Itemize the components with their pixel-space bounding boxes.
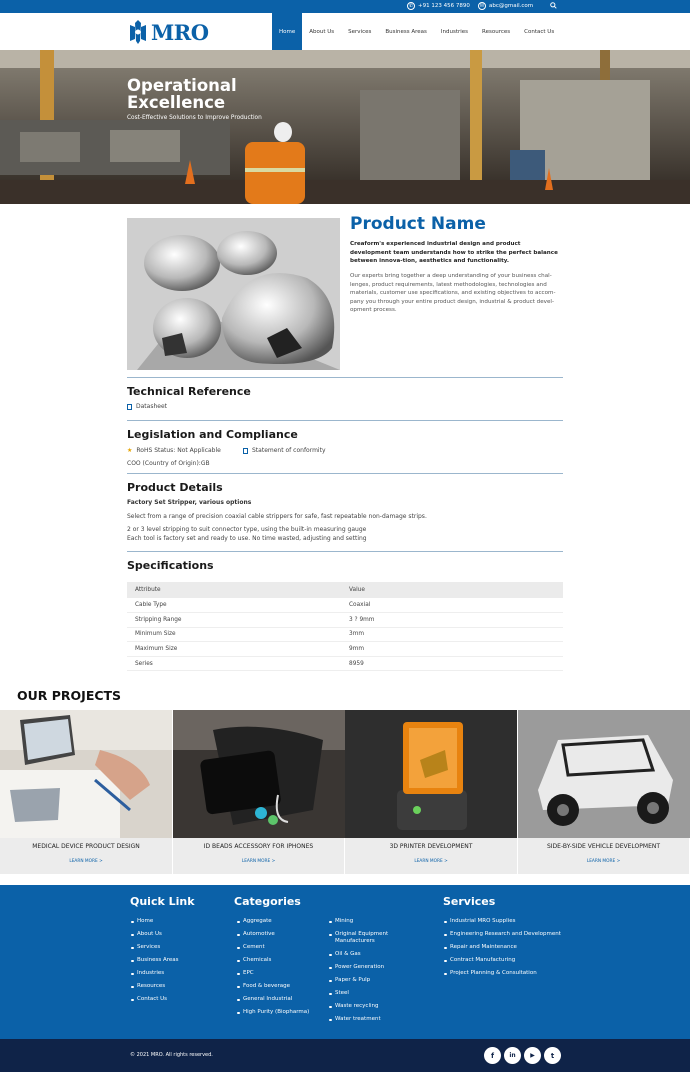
footer-link-industries[interactable]: Industries [130, 970, 179, 977]
datasheet-link[interactable] [127, 403, 167, 410]
table-row [127, 627, 563, 642]
hero-title: Operational Excellence [127, 76, 237, 112]
email-address: abc@gmail.com [489, 3, 534, 9]
datasheet-label: Datasheet [136, 403, 167, 410]
project-card[interactable] [518, 710, 690, 874]
category-link[interactable]: Power Generation [328, 964, 408, 971]
project-card[interactable] [173, 710, 346, 874]
nav-about-us[interactable]: About Us [309, 28, 335, 35]
product-name: Product Name [350, 214, 486, 234]
table-row [127, 613, 563, 628]
table-header-row [127, 582, 563, 598]
details-line-1: Select from a range of precision coaxial cable strippers for safe, fast repeatable non-damage strips. [127, 513, 427, 520]
column-header: Value [349, 582, 563, 598]
service-link[interactable]: Repair and Maintenance [443, 944, 583, 951]
category-link[interactable]: Oil & Gas [328, 951, 408, 958]
table-cell: 9mm [349, 642, 563, 657]
category-link[interactable]: Cement [236, 944, 321, 951]
table-cell: Cable Type [127, 598, 349, 613]
quick-link-list [130, 918, 179, 1009]
bottom-bar [0, 1039, 690, 1072]
category-link[interactable]: Paper & Pulp [328, 977, 408, 984]
project-image [0, 710, 172, 838]
statement-link[interactable] [243, 447, 326, 454]
project-caption: MEDICAL DEVICE PRODUCT DESIGN [32, 843, 140, 850]
category-link[interactable]: Water treatment [328, 1016, 408, 1023]
hero-subtitle: Cost-Effective Solutions to Improve Production [127, 115, 262, 121]
copyright: © 2021 MRO. All rights reserved. [130, 1052, 213, 1058]
category-link[interactable]: Food & beverage [236, 983, 321, 990]
linkedin-icon[interactable]: in [504, 1047, 521, 1064]
divider [127, 377, 563, 378]
categories-title: Categories [234, 895, 301, 908]
learn-more-link[interactable]: LEARN MORE > [414, 859, 448, 864]
learn-more-link[interactable]: LEARN MORE > [241, 859, 276, 864]
service-link[interactable]: Project Planning & Consultation [443, 970, 583, 977]
learn-more-link[interactable]: LEARN MORE > [586, 859, 621, 864]
rohs-status [127, 447, 221, 454]
divider [127, 473, 563, 474]
product-image [127, 218, 340, 370]
product-details-title: Product Details [127, 481, 223, 494]
nav-industries[interactable]: Industries [440, 28, 469, 35]
nav-resources[interactable]: Resources [482, 28, 511, 35]
category-link[interactable]: Waste recycling [328, 1003, 408, 1010]
service-link[interactable]: Engineering Research and Development [443, 931, 583, 938]
search-button[interactable] [550, 2, 557, 9]
nav-business-areas[interactable]: Business Areas [385, 28, 427, 35]
site-header [0, 13, 690, 50]
project-image [173, 710, 345, 838]
table-cell: Coaxial [349, 598, 563, 613]
category-link[interactable]: Original Equipment Manufacturers [328, 931, 408, 945]
document-icon [127, 404, 132, 410]
projects-grid [0, 710, 690, 874]
facebook-icon[interactable]: f [484, 1047, 501, 1064]
star-icon: ★ [127, 447, 133, 454]
category-link[interactable]: High Purity (Biopharma) [236, 1009, 321, 1016]
specifications-table [127, 582, 563, 671]
top-bar [0, 0, 690, 13]
details-line-3: Each tool is factory set and ready to use. No time wasted, adjusting and setting [127, 535, 367, 542]
quick-link-title: Quick Link [130, 895, 195, 908]
footer-link-business-areas[interactable]: Business Areas [130, 957, 179, 964]
phone-contact[interactable] [407, 2, 470, 10]
project-caption: SIDE-BY-SIDE VEHICLE DEVELOPMENT [546, 843, 661, 850]
brand-logo[interactable] [127, 18, 209, 46]
projects-title: OUR PROJECTS [17, 688, 122, 703]
product-lead: Creaform's experienced industrial design and product development team understands how to strike the perfect balance between innova-tion, aesthetics and functionality. [350, 241, 558, 264]
category-link[interactable]: Aggregate [236, 918, 321, 925]
legislation-title: Legislation and Compliance [127, 428, 298, 441]
logo-mark-icon [127, 19, 149, 45]
nav-services[interactable]: Services [348, 28, 372, 35]
services-title: Services [443, 895, 496, 908]
product-description: Our experts bring together a deep understanding of your business chal-lenges, product requirements, latest methodologies, technologies and materials, customer use specifications, and existing objectives to accom-pany you through your entire product design, industrial & product devel-opment process. [350, 273, 556, 314]
statement-label: Statement of conformity [252, 447, 326, 454]
column-header: Attribute [127, 582, 349, 598]
brand-name: MRO [151, 19, 209, 45]
table-cell: Stripping Range [127, 613, 349, 628]
project-caption: 3D PRINTER DEVELOPMENT [389, 843, 473, 850]
table-cell: 8959 [349, 656, 563, 671]
footer-link-home[interactable]: Home [130, 918, 179, 925]
details-line-2: 2 or 3 level stripping to suit connector type, using the built-in measuring gauge [127, 526, 367, 533]
table-row [127, 642, 563, 657]
phone-icon: ✆ [408, 3, 414, 9]
youtube-icon[interactable]: ▶ [524, 1047, 541, 1064]
footer-link-about-us[interactable]: About Us [130, 931, 179, 938]
project-image [518, 710, 690, 838]
project-caption: ID BEADS ACCESSORY FOR IPHONES [203, 843, 314, 850]
table-cell: Series [127, 656, 349, 671]
category-link[interactable]: EPC [236, 970, 321, 977]
category-link[interactable]: General Industrial [236, 996, 321, 1003]
service-link[interactable]: Industrial MRO Supplies [443, 918, 583, 925]
country-of-origin: COO (Country of Origin):GB [127, 460, 210, 467]
category-link[interactable]: Automotive [236, 931, 321, 938]
hero-background-image [0, 50, 690, 204]
category-link[interactable]: Mining [328, 918, 408, 925]
document-icon [243, 448, 248, 454]
categories-list-2 [328, 918, 408, 1029]
project-card[interactable] [0, 710, 173, 874]
specifications-title: Specifications [127, 559, 214, 572]
category-link[interactable]: Steel [328, 990, 408, 997]
service-link[interactable]: Contract Manufacturing [443, 957, 583, 964]
table-cell: Minimum Size [127, 627, 349, 642]
footer-link-services[interactable]: Services [130, 944, 179, 951]
project-card[interactable] [345, 710, 518, 874]
categories-list-1 [236, 918, 321, 1022]
category-link[interactable]: Chemicals [236, 957, 321, 964]
footer-link-resources[interactable]: Resources [130, 983, 179, 990]
hero-banner [0, 50, 690, 204]
site-footer [0, 885, 690, 1039]
phone-number: +91 123 456 7890 [418, 3, 470, 9]
table-row [127, 598, 563, 613]
nav-home[interactable]: Home [272, 13, 302, 50]
nav-contact-us[interactable]: Contact Us [524, 28, 555, 35]
table-cell: 3mm [349, 627, 563, 642]
table-row [127, 656, 563, 671]
main-nav [272, 13, 561, 50]
twitter-icon[interactable]: t [544, 1047, 561, 1064]
email-icon: ✉ [479, 3, 485, 9]
project-image [345, 710, 517, 838]
search-icon [550, 2, 557, 9]
divider [127, 551, 563, 552]
technical-reference-title: Technical Reference [127, 385, 251, 398]
services-list [443, 918, 583, 983]
table-cell: Maximum Size [127, 642, 349, 657]
email-contact[interactable] [478, 2, 533, 10]
table-cell: 3 ? 9mm [349, 613, 563, 628]
learn-more-link[interactable]: LEARN MORE > [69, 859, 103, 864]
rohs-label: RoHS Status: Not Applicable [136, 447, 221, 454]
details-headline: Factory Set Stripper, various options [127, 499, 252, 506]
divider [127, 420, 563, 421]
footer-link-contact-us[interactable]: Contact Us [130, 996, 179, 1003]
